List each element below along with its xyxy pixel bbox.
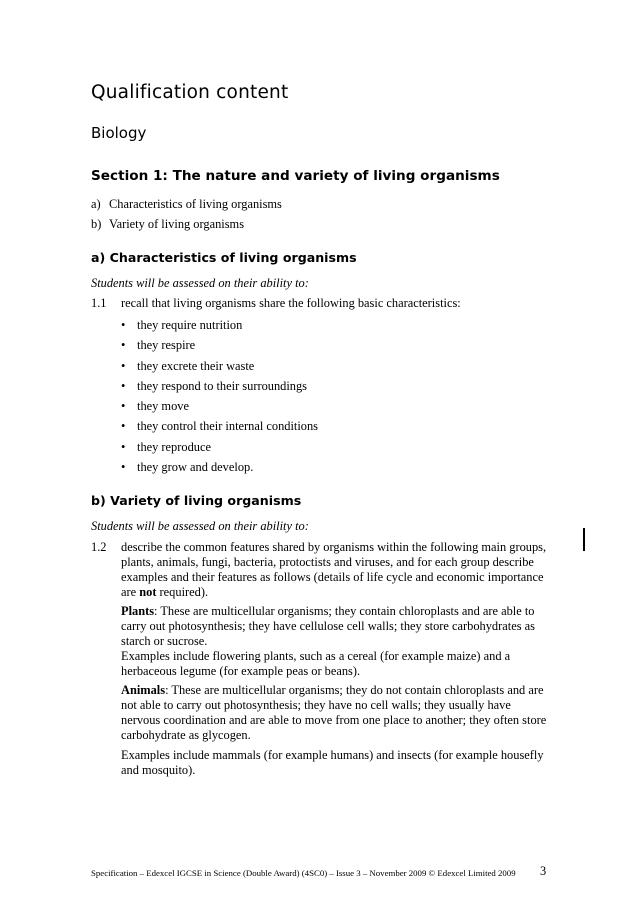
bullet-icon: • xyxy=(121,399,126,414)
list-item: • they require nutrition xyxy=(121,318,243,332)
part-a-heading: a) Characteristics of living organisms xyxy=(91,250,357,265)
animals-examples: Examples include mammals (for example humans) and insects (for example housefly and mosquito). xyxy=(121,748,544,777)
bullet-icon: • xyxy=(121,419,126,434)
list-item: • they respire xyxy=(121,338,196,353)
part-a-assessed: Students will be assessed on their ability to: xyxy=(91,276,309,290)
animals-paragraph: Animals: These are multicellular organisms; they do not contain chloroplasts and are not able to carry out photosynthesis; they have no cell walls; they usually have nervous coordination and are able to move from one place to another; they often store carbohydrate as glycogen. xyxy=(121,683,547,742)
page-number: 3 xyxy=(540,864,547,878)
contents-marker: b) xyxy=(91,217,102,231)
list-item: • they control their internal conditions xyxy=(121,419,318,434)
bullet-icon: • xyxy=(121,460,126,475)
bullet-icon: • xyxy=(121,439,126,454)
contents-item-b xyxy=(91,217,244,232)
list-item: • they grow and develop. xyxy=(121,460,254,475)
contents-marker: a) xyxy=(91,197,101,211)
item-text: recall that living organisms share the following basic characteristics: xyxy=(121,296,461,310)
contents-text: Characteristics of living organisms xyxy=(109,197,282,211)
contents-text: Variety of living organisms xyxy=(109,217,245,231)
section-heading: Section 1: The nature and variety of living organisms xyxy=(91,168,500,184)
bullet-icon: • xyxy=(121,338,126,353)
plants-label: Plants xyxy=(121,604,155,618)
plants-paragraph: Plants: These are multicellular organisms; they contain chloroplasts and are able to carry out photosynthesis; they have cellulose cell walls; they store carbohydrates as starch or sucrose. xyxy=(121,604,535,648)
plants-examples: Examples include flowering plants, such as a cereal (for example maize) and a herbaceous legume (for example peas or beans). xyxy=(121,649,511,678)
footer-text: Specification – Edexcel IGCSE in Science (Double Award) (4SC0) – Issue 3 – November 2009 © Edexcel Limited 2009 xyxy=(91,868,516,878)
part-b-assessed: Students will be assessed on their ability to: xyxy=(91,519,309,533)
item-text: describe the common features shared by organisms within the following main groups, plants, animals, fungi, bacteria, protoctists and viruses, and for each group describe examples and their features as follows (details of life cycle and economic importance are not required). xyxy=(121,540,547,599)
list-item: • they excrete their waste xyxy=(121,358,255,373)
subject-heading: Biology xyxy=(91,124,147,142)
bullet-icon: • xyxy=(121,358,126,373)
item-number: 1.2 xyxy=(91,540,107,554)
part-b-heading: b) Variety of living organisms xyxy=(91,493,302,508)
characteristics-list xyxy=(121,318,318,480)
contents-item-a xyxy=(91,197,282,212)
bullet-icon: • xyxy=(121,378,126,393)
animals-label: Animals xyxy=(121,683,166,697)
change-bar xyxy=(583,528,585,551)
page-title: Qualification content xyxy=(91,82,289,103)
list-item: • they move xyxy=(121,399,189,414)
list-item: • they respond to their surroundings xyxy=(121,378,308,393)
list-item: • they reproduce xyxy=(121,439,211,454)
bullet-icon: • xyxy=(121,318,126,332)
item-number: 1.1 xyxy=(91,296,107,310)
